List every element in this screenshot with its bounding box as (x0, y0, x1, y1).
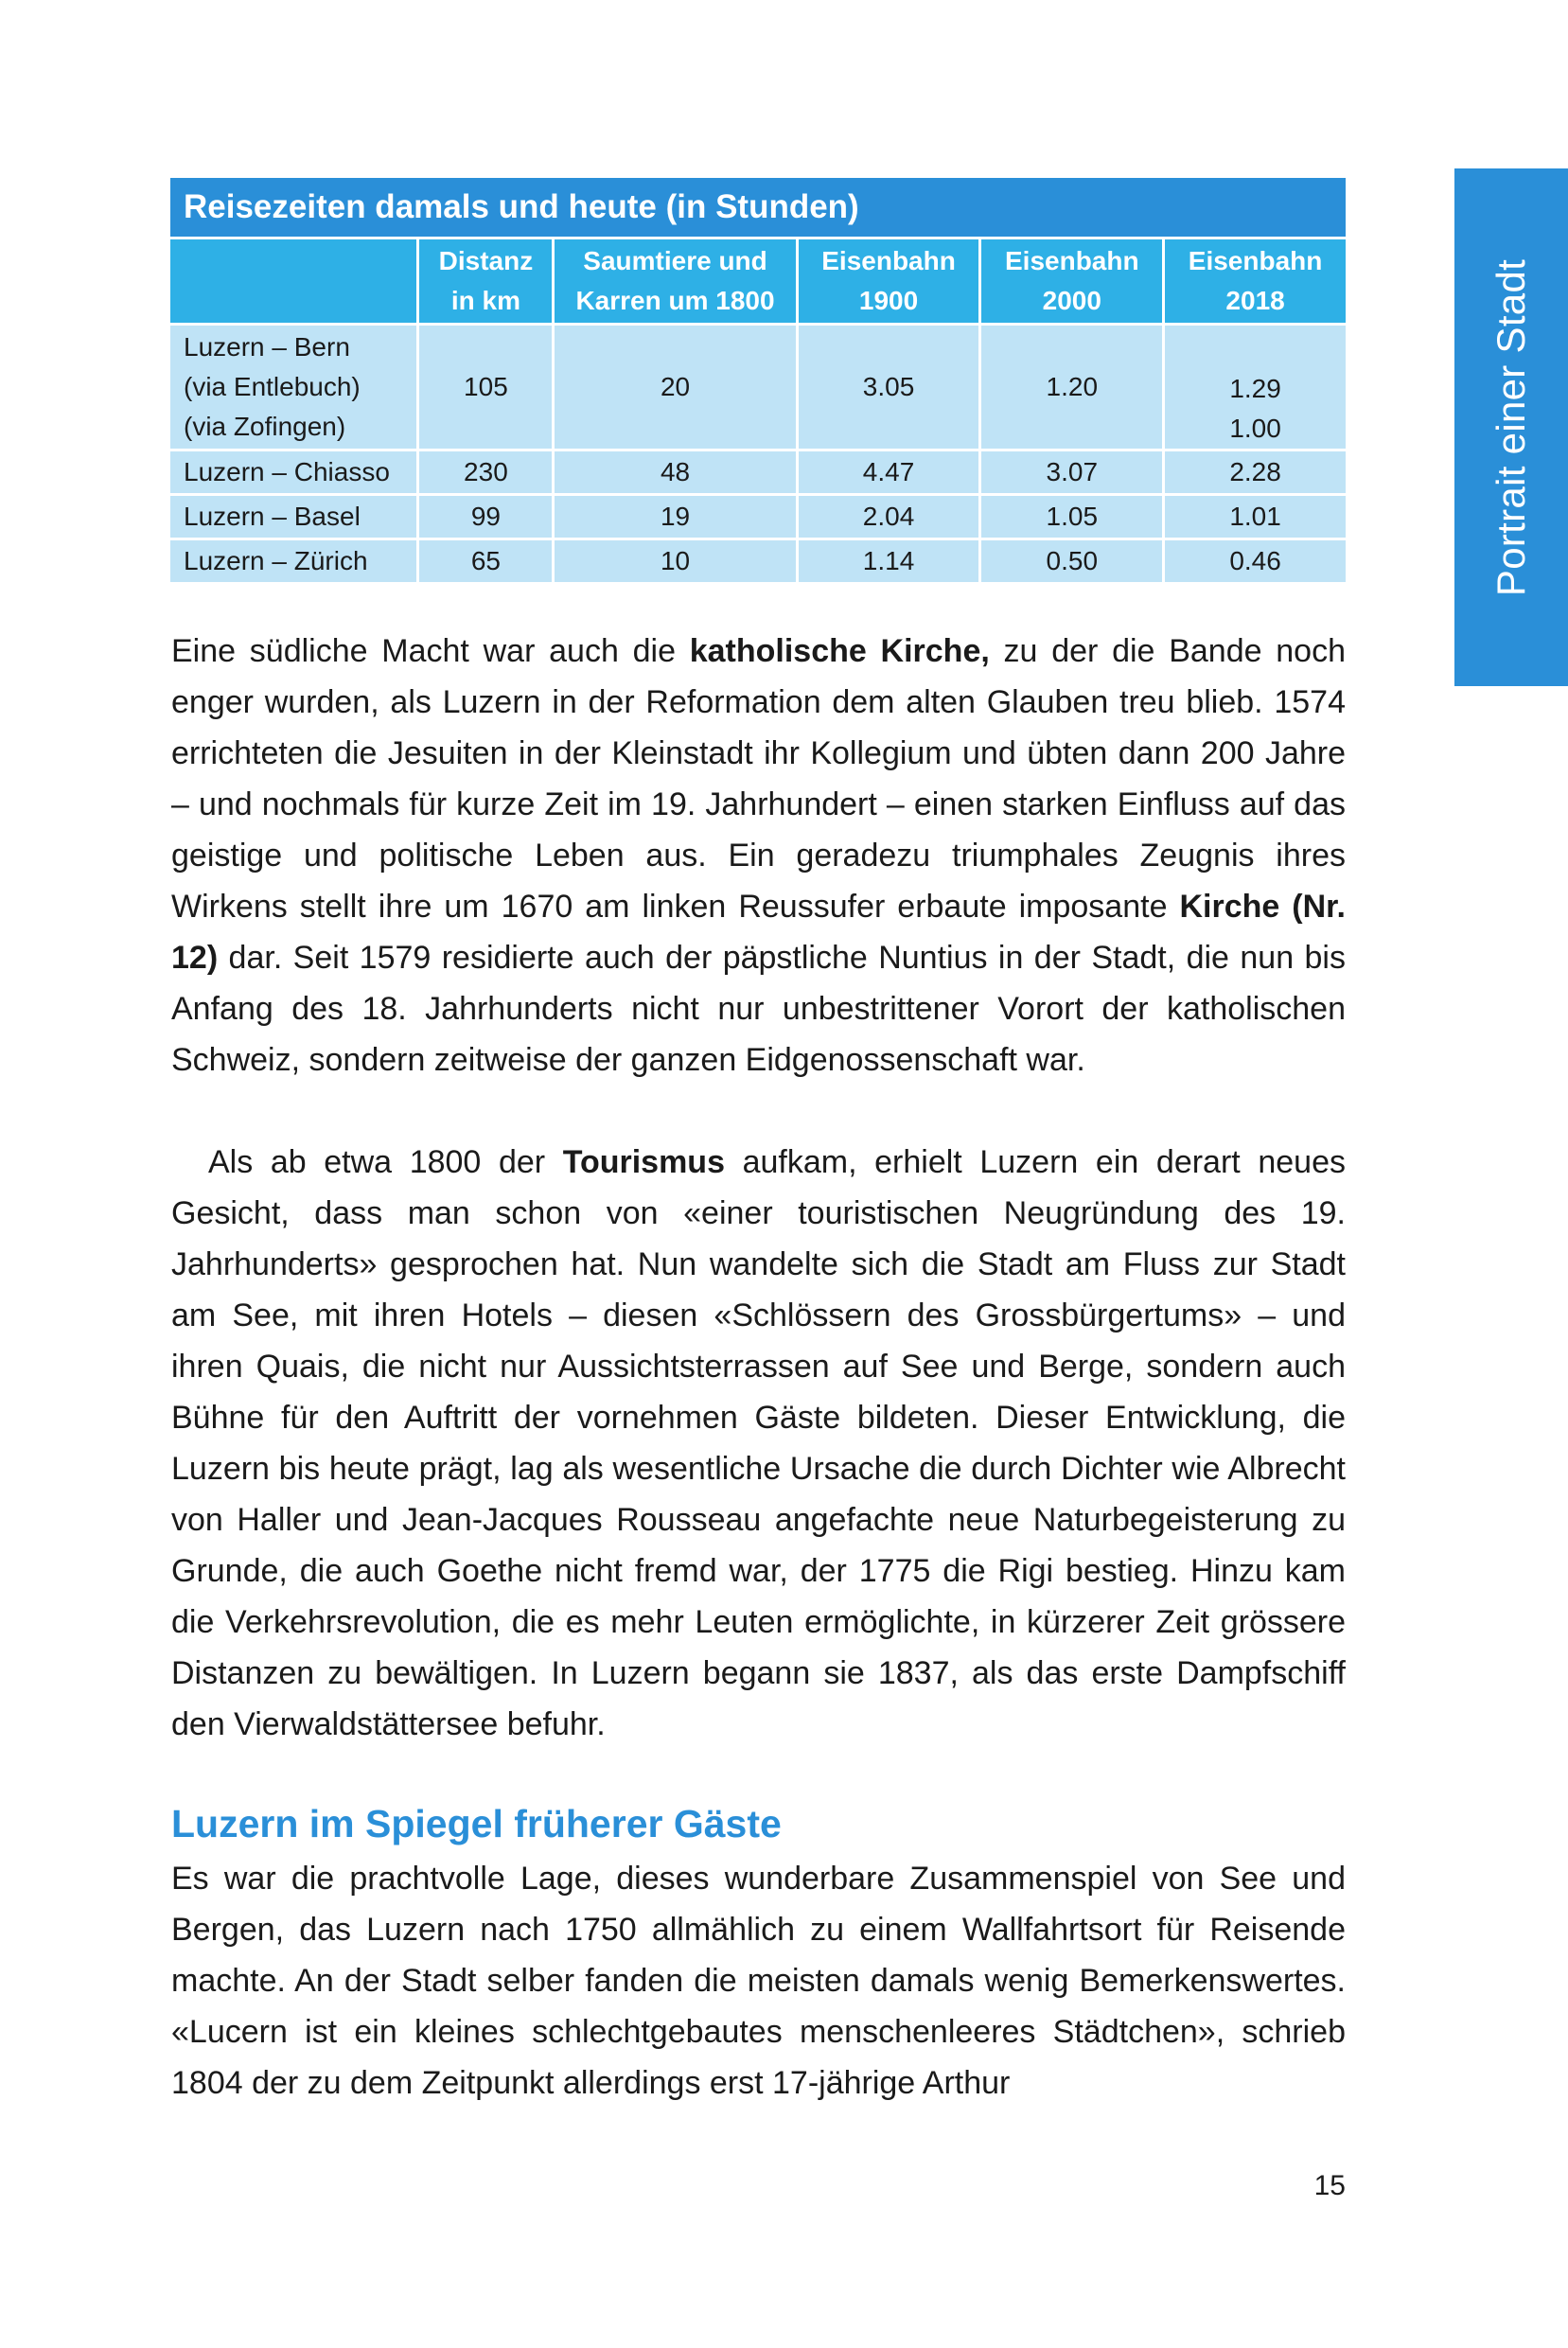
header-eisenbahn-2018: Eisenbahn 2018 (1162, 237, 1346, 323)
paragraph-tourism: Als ab etwa 1800 der Tourismus aufkam, erhielt Luzern ein derart neues Gesicht, dass man schon von «einer touristischen Neugründung des 19. Jahrhunderts» gesprochen hat. Nun wandelte sich die Stadt am Fluss zur Stadt am See, mit ihren Hotels – diesen «Schlössern des Grossbürgertums» – und ihren Quais, die nicht nur Aussichtsterrassen auf See und Berge, sondern auch Bühne für den Auftritt der vornehmen Gäste bildeten. Dieser Entwicklung, die Luzern bis heute prägt, lag als wesentliche Ursache die durch Dichter wie Albrecht von Haller und Jean-Jacques Rousseau angefachte neue Naturbegeisterung zu Grunde, die auch Goethe nicht fremd war, der 1775 die Rigi bestieg. Hinzu kam die Verkehrsrevolution, die es mehr Leuten ermöglichte, in kürzerer Zeit grössere Distanzen zu bewältigen. In Luzern begann sie 1837, als das erste Dampfschiff den Vierwaldstättersee befuhr. (171, 1144, 1346, 1742)
bold-term: Kirche (Nr. 12) (171, 889, 1346, 976)
distanz-cell: 105 (416, 323, 552, 449)
eisenbahn-2018-cell: 0.46 (1162, 538, 1346, 582)
bold-term: Tourismus (562, 1144, 725, 1180)
paragraph-guests: Es war die prachtvolle Lage, dieses wunderbare Zusammenspiel von See und Bergen, das Luzern nach 1750 allmählich zu einem Wallfahrtsort für Reisende machte. An der Stadt selber fanden die meisten damals wenig Bemerkenswertes. «Lucern ist ein kleines schlechtgebautes menschenleeres Städtchen», schrieb 1804 der zu dem Zeitpunkt allerdings erst 17-jährige Arthur (171, 1861, 1346, 2101)
eisenbahn-2000-cell: 1.05 (978, 493, 1162, 538)
eisenbahn-2000-cell: 3.07 (978, 449, 1162, 493)
saumtiere-cell: 19 (552, 493, 795, 538)
eisenbahn-1900-cell: 4.47 (796, 449, 979, 493)
table-row (170, 493, 1346, 538)
header-eisenbahn-1900: Eisenbahn 1900 (796, 237, 979, 323)
distanz-cell: 65 (416, 538, 552, 582)
eisenbahn-2000-cell: 0.50 (978, 538, 1162, 582)
table-title: Reisezeiten damals und heute (in Stunden) (170, 178, 1346, 237)
table-header-row (170, 237, 1346, 323)
bold-term: katholische Kirche, (689, 633, 990, 669)
eisenbahn-2000-cell: 1.20 (978, 323, 1162, 449)
eisenbahn-1900-cell: 2.04 (796, 493, 979, 538)
saumtiere-cell: 10 (552, 538, 795, 582)
section-heading: Luzern im Spiegel früherer Gäste (171, 1802, 782, 1845)
route-cell: Luzern – Chiasso (170, 449, 416, 493)
eisenbahn-2018-cell: 1.01 (1162, 493, 1346, 538)
saumtiere-cell: 20 (552, 323, 795, 449)
route-cell: Luzern – Zürich (170, 538, 416, 582)
table-row (170, 323, 1346, 449)
header-empty (170, 237, 416, 323)
page-number: 15 (1313, 2170, 1346, 2201)
table-row (170, 538, 1346, 582)
eisenbahn-1900-cell: 3.05 (796, 323, 979, 449)
route-cell: Luzern – Bern (via Entlebuch) (via Zofingen) (170, 323, 416, 449)
header-saumtiere: Saumtiere und Karren um 1800 (552, 237, 795, 323)
side-tab-label: Portrait einer Stadt (1489, 258, 1534, 596)
eisenbahn-2018-cell: 1.29 1.00 (1162, 323, 1346, 449)
saumtiere-cell: 48 (552, 449, 795, 493)
eisenbahn-2018-cell: 2.28 (1162, 449, 1346, 493)
paragraph-catholic-church: Eine südliche Macht war auch die katholische Kirche, zu der die Bande noch enger wurden, als Luzern in der Reformation dem alten Glauben treu blieb. 1574 errichteten die Jesuiten in der Kleinstadt ihr Kollegium und übten dann 200 Jahre – und nochmals für kurze Zeit im 19. Jahrhundert – einen starken Einfluss auf das geistige und politische Leben aus. Ein geradezu triumphales Zeugnis ihres Wirkens stellt ihre um 1670 am linken Reussufer erbaute imposante Kirche (Nr. 12) dar. Seit 1579 residierte auch der päpstliche Nuntius in der Stadt, die nun bis Anfang des 18. Jahrhunderts nicht nur unbestrittener Vorort der katholischen Schweiz, sondern zeitweise der ganzen Eidgenossenschaft war. (171, 633, 1346, 1078)
distanz-cell: 230 (416, 449, 552, 493)
header-eisenbahn-2000: Eisenbahn 2000 (978, 237, 1162, 323)
header-distanz: Distanz in km (416, 237, 552, 323)
side-tab (1454, 168, 1568, 686)
table-row (170, 449, 1346, 493)
route-cell: Luzern – Basel (170, 493, 416, 538)
distanz-cell: 99 (416, 493, 552, 538)
eisenbahn-1900-cell: 1.14 (796, 538, 979, 582)
travel-times-table (170, 178, 1346, 582)
